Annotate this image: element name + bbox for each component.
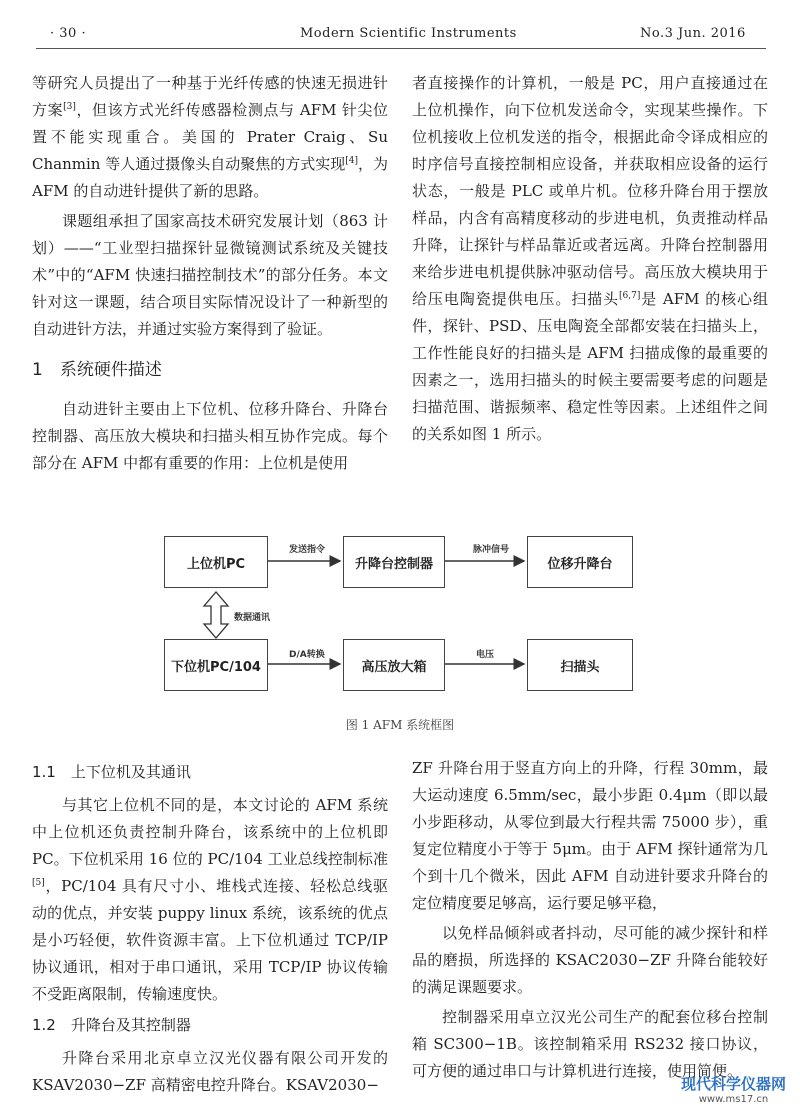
paragraph: 者直接操作的计算机，一般是 PC，用户直接通过在上位机操作，向下位机发送命令，实现某些操作。下位机接收上位机发送的指令，根据此命令译成相应的时序信号直接控制相应设备，并获取相应设备的运行状态，一般是 PLC 或单片机。位移升降台用于摆放样品，内含有高精度移动的步进电机，负责推动样品升降，让探针与样品靠近或者远离。升降台控制器用来给步进电机提供脉冲驱动信号。高压放大模块用于给压电陶瓷提供电压。扫描头[6,7]是 AFM 的核心组件，探针、PSD、压电陶瓷全部都安装在扫描头上，工作性能良好的扫描头是 AFM 扫描成像的最重要的因素之一，选用扫描头的时候主要需要考虑的问题是扫描范围、谐振频率、稳定性等因素。上述组件之间的关系如图 1 所示。 bbox=[412, 74, 768, 443]
box-lift-controller: 升降台控制器 bbox=[343, 536, 445, 588]
paragraph: 自动进针主要由上下位机、位移升降台、升降台控制器、高压放大模块和扫描头相互协作完成。每个部分在 AFM 中都有重要的作用：上位机是使用 bbox=[32, 400, 388, 472]
box-slave-pc104: 下位机PC/104 bbox=[164, 639, 268, 691]
paragraph: 以免样品倾斜或者抖动，尽可能的减少探针和样品的磨损，所选择的 KSAC2030−ZF 升降台能较好的满足课题要求。 bbox=[412, 924, 768, 996]
label-voltage: 电压 bbox=[476, 650, 495, 660]
citation: [6,7] bbox=[619, 291, 641, 301]
paragraph: 等研究人员提出了一种基于光纤传感的快速无损进针方案[3]，但该方式光纤传感器检测点与 AFM 针尖位置不能实现重合。美国的 Prater Craig、Su Chanmin 等人通过摄像头自动聚焦的方式实现[4]，为 AFM 的自动进针提供了新的思路。 bbox=[32, 74, 388, 200]
journal-name: Modern Scientific Instruments bbox=[300, 26, 517, 41]
watermark-logo bbox=[681, 1073, 786, 1105]
label-data-comm: 数据通讯 bbox=[234, 613, 271, 623]
paragraph: 课题组承担了国家高技术研究发展计划（863 计划）——“工业型扫描探针显微镜测试系统及关键技术”中的“AFM 快速扫描控制技术”的部分任务。本文针对这一课题，结合项目实际情况设计了一种新型的自动进针方法，并通过实验方案得到了验证。 bbox=[32, 212, 388, 338]
box-host-pc: 上位机PC bbox=[164, 536, 268, 588]
page-number: · 30 · bbox=[50, 26, 87, 41]
label-da-conversion: D/A转换 bbox=[289, 650, 325, 660]
double-arrow-data-comm bbox=[204, 592, 228, 638]
paragraph: 控制器采用卓立汉光公司生产的配套位移台控制箱 SC300−1B。该控制箱采用 RS232 接口协议，可方便的通过串口与计算机进行连接，使用简便。 bbox=[412, 1008, 768, 1080]
watermark-url: www.ms17.cn bbox=[698, 1094, 769, 1105]
right-column-bottom bbox=[412, 755, 768, 1088]
label-send-command: 发送指令 bbox=[289, 545, 326, 555]
issue-info: No.3 Jun. 2016 bbox=[640, 26, 746, 41]
citation: [5] bbox=[32, 878, 45, 888]
box-scan-head: 扫描头 bbox=[527, 639, 633, 691]
subsection-heading: 1.2 升降台及其控制器 bbox=[32, 1016, 191, 1034]
section-heading: 1 系统硬件描述 bbox=[32, 360, 162, 380]
paragraph: 与其它上位机不同的是，本文讨论的 AFM 系统中上位机还负责控制升降台，该系统中的上位机即 PC。下位机采用 16 位的 PC/104 工业总线控制标准[5]，PC/104 具有尺寸小、堆栈式连接、轻松总线驱动的优点，并安装 puppy linux 系统，该系统的优点是小巧轻便，软件资源丰富。上下位机通过 TCP/IP 协议通讯，相对于串口通讯，采用 TCP/IP 协议传输不受距离限制，传输速度快。 bbox=[32, 796, 388, 1003]
box-lift-stage: 位移升降台 bbox=[527, 536, 633, 588]
label-pulse-signal: 脉冲信号 bbox=[473, 545, 510, 555]
watermark-title: 现代科学仪器网 bbox=[680, 1075, 786, 1093]
paragraph: ZF 升降台用于竖直方向上的升降，行程 30mm，最大运动速度 6.5mm/sec，最小步距 0.4μm（即以最小步距移动，从零位到最大行程共需 75000 步），重复定位精度小于等于 5μm。由于 AFM 探针通常为几个到十几个微米，因此 AFM 自动进针要求升降台的定位精度要足够高，运行要足够平稳， bbox=[412, 759, 768, 912]
paragraph: 升降台采用北京卓立汉光仪器有限公司开发的 KSAV2030−ZF 高精密电控升降台。KSAV2030− bbox=[32, 1049, 388, 1094]
subsection-heading: 1.1 上下位机及其通讯 bbox=[32, 763, 191, 781]
box-hv-amplifier: 高压放大箱 bbox=[343, 639, 445, 691]
figure-caption: 图 1 AFM 系统框图 bbox=[345, 718, 455, 732]
left-column-bottom bbox=[32, 755, 388, 1102]
citation: [3] bbox=[63, 102, 76, 112]
citation: [4] bbox=[345, 156, 358, 166]
